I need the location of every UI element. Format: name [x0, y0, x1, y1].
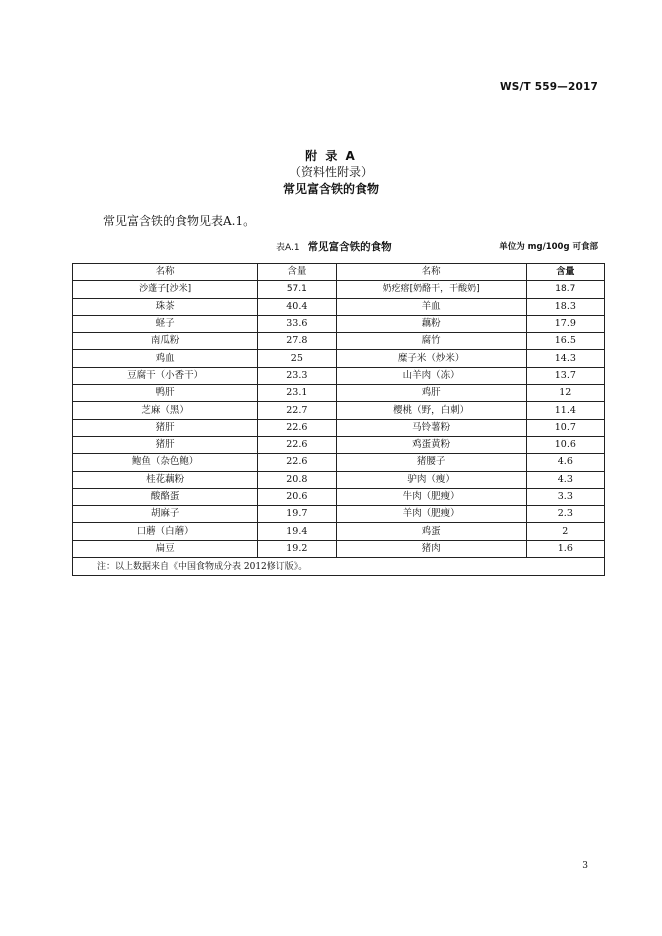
iron-content: 2 — [526, 523, 604, 540]
table-note-row — [73, 558, 605, 576]
food-name: 桂花藕粉 — [73, 471, 258, 488]
food-name: 腐竹 — [336, 333, 526, 350]
page-number: 3 — [582, 861, 588, 871]
table-row — [73, 402, 605, 419]
food-name: 酸酪蛋 — [73, 488, 258, 505]
iron-foods-table — [72, 263, 605, 576]
table-row — [73, 350, 605, 367]
standard-code: WS/T 559—2017 — [499, 81, 598, 93]
food-name: 鸡血 — [73, 350, 258, 367]
table-row — [73, 281, 605, 298]
iron-content: 18.3 — [526, 298, 604, 315]
table-row — [73, 367, 605, 384]
table-note: 注：以上数据来自《中国食物成分表 2012修订版》。 — [73, 558, 605, 576]
table-row — [73, 298, 605, 315]
iron-content: 10.7 — [526, 419, 604, 436]
food-name: 珠茶 — [73, 298, 258, 315]
iron-content: 22.7 — [258, 402, 336, 419]
food-name: 羊肉（肥瘦） — [336, 506, 526, 523]
table-row — [73, 471, 605, 488]
food-name: 扁豆 — [73, 540, 258, 557]
table-row — [73, 523, 605, 540]
food-name: 猪肝 — [73, 419, 258, 436]
food-name: 马铃薯粉 — [336, 419, 526, 436]
iron-content: 19.2 — [258, 540, 336, 557]
iron-content: 17.9 — [526, 315, 604, 332]
iron-content: 23.3 — [258, 367, 336, 384]
food-name: 藕粉 — [336, 315, 526, 332]
food-name: 猪肉 — [336, 540, 526, 557]
food-name: 口蘑（白蘑） — [73, 523, 258, 540]
food-name: 蛏子 — [73, 315, 258, 332]
table-row — [73, 436, 605, 453]
iron-content: 3.3 — [526, 488, 604, 505]
food-name: 猪腰子 — [336, 454, 526, 471]
table-row — [73, 419, 605, 436]
iron-content: 25 — [258, 350, 336, 367]
table-row — [73, 506, 605, 523]
food-name: 牛肉（肥瘦） — [336, 488, 526, 505]
food-name: 樱桃（野，白刺） — [336, 402, 526, 419]
iron-content: 57.1 — [258, 281, 336, 298]
food-name: 鲍鱼（杂色鲍） — [73, 454, 258, 471]
food-name: 山羊肉（冻） — [336, 367, 526, 384]
table-header-row — [73, 264, 605, 281]
iron-content: 13.7 — [526, 367, 604, 384]
iron-content: 14.3 — [526, 350, 604, 367]
food-name: 鸭肝 — [73, 385, 258, 402]
iron-content: 11.4 — [526, 402, 604, 419]
table-row — [73, 333, 605, 350]
iron-content: 23.1 — [258, 385, 336, 402]
iron-content: 1.6 — [526, 540, 604, 557]
food-name: 羊血 — [336, 298, 526, 315]
iron-content: 22.6 — [258, 454, 336, 471]
iron-content: 16.5 — [526, 333, 604, 350]
header-value-1: 含量 — [258, 264, 336, 281]
table-unit: 单位为 mg/100g 可食部 — [499, 242, 598, 252]
food-name: 驴肉（瘦） — [336, 471, 526, 488]
food-name: 芝麻（黑） — [73, 402, 258, 419]
food-name: 糜子米（炒米） — [336, 350, 526, 367]
iron-content: 22.6 — [258, 419, 336, 436]
food-name: 沙蓬子[沙米] — [73, 281, 258, 298]
header-value-2: 含量 — [526, 264, 604, 281]
intro-text: 常见富含铁的食物见表A.1。 — [103, 214, 256, 228]
iron-content: 33.6 — [258, 315, 336, 332]
appendix-name: 常见富含铁的食物 — [282, 182, 379, 196]
header-name-2: 名称 — [336, 264, 526, 281]
food-name: 胡麻子 — [73, 506, 258, 523]
food-name: 猪肝 — [73, 436, 258, 453]
table-caption — [276, 239, 392, 254]
table-caption-number: 表A.1 — [276, 243, 300, 253]
iron-content: 40.4 — [258, 298, 336, 315]
food-name: 鸡蛋黄粉 — [336, 436, 526, 453]
food-name: 鸡肝 — [336, 385, 526, 402]
food-name: 奶疙瘩[奶酪干，干酸奶] — [336, 281, 526, 298]
food-name: 鸡蛋 — [336, 523, 526, 540]
iron-content: 19.7 — [258, 506, 336, 523]
iron-content: 19.4 — [258, 523, 336, 540]
appendix-subtitle: （资料性附录） — [288, 165, 373, 179]
iron-content: 12 — [526, 385, 604, 402]
appendix-title: 附 录 A — [305, 149, 357, 163]
iron-content: 4.3 — [526, 471, 604, 488]
table-row — [73, 540, 605, 557]
iron-content: 18.7 — [526, 281, 604, 298]
table-row — [73, 385, 605, 402]
header-name-1: 名称 — [73, 264, 258, 281]
iron-content: 27.8 — [258, 333, 336, 350]
food-name: 南瓜粉 — [73, 333, 258, 350]
iron-content: 10.6 — [526, 436, 604, 453]
iron-content: 22.6 — [258, 436, 336, 453]
iron-content: 2.3 — [526, 506, 604, 523]
iron-content: 20.6 — [258, 488, 336, 505]
table-caption-title: 常见富含铁的食物 — [307, 241, 392, 253]
iron-content: 20.8 — [258, 471, 336, 488]
iron-content: 4.6 — [526, 454, 604, 471]
table-row — [73, 454, 605, 471]
food-name: 豆腐干（小香干） — [73, 367, 258, 384]
table-row — [73, 315, 605, 332]
table-row — [73, 488, 605, 505]
